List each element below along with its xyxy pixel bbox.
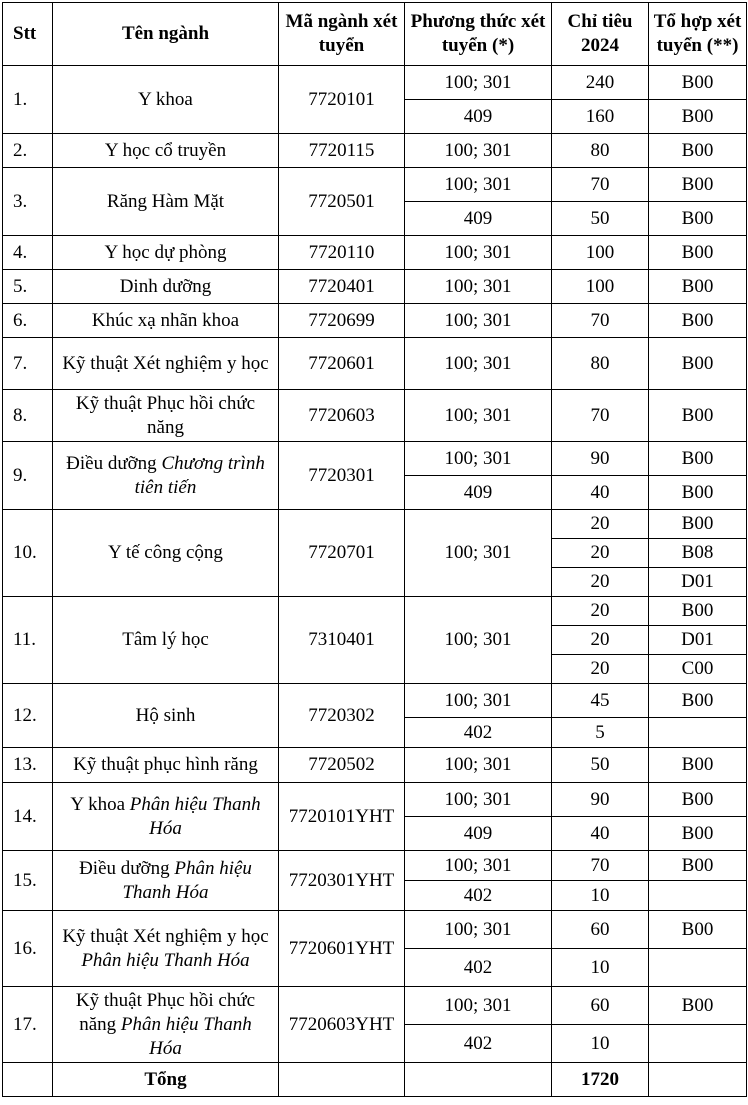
- table-row: [3, 168, 747, 202]
- row-name-italic: Phân hiệu Thanh Hóa: [122, 857, 252, 903]
- row-combo: D01: [649, 568, 747, 597]
- row-name-text: Y khoa: [70, 793, 126, 815]
- row-name-text: Kỹ thuật Phục hồi chức năng: [75, 392, 256, 438]
- table-row: [3, 510, 747, 539]
- row-combo: B00: [649, 851, 747, 881]
- row-stt: 12.: [3, 684, 53, 748]
- row-method: 100; 301: [405, 134, 552, 168]
- row-name-italic: Phân hiệu Thanh Hóa: [120, 1013, 252, 1059]
- row-quota: 10: [552, 881, 649, 911]
- row-code: 7720601YHT: [279, 911, 405, 987]
- row-method: 100; 301: [405, 851, 552, 881]
- row-method: 409: [405, 817, 552, 851]
- table-row: [3, 134, 747, 168]
- header-method: Phương thức xét tuyển (*): [405, 3, 552, 66]
- row-quota: 100: [552, 270, 649, 304]
- row-quota: 20: [552, 510, 649, 539]
- row-code: 7720601: [279, 338, 405, 390]
- row-name-text: Kỹ thuật Xét nghiệm y học: [62, 352, 269, 374]
- row-method: 409: [405, 476, 552, 510]
- row-code: 7720101YHT: [279, 783, 405, 851]
- total-quota: 1720: [552, 1063, 649, 1097]
- row-quota: 160: [552, 100, 649, 134]
- row-quota: 60: [552, 911, 649, 949]
- table-row: [3, 390, 747, 442]
- row-name-text: Kỹ thuật phục hình răng: [73, 754, 258, 775]
- row-name-text: Hộ sinh: [135, 704, 196, 726]
- row-quota: 45: [552, 684, 649, 718]
- table-row: [3, 304, 747, 338]
- row-name-text: Y học dự phòng: [104, 241, 227, 263]
- table-row: [3, 911, 747, 949]
- row-quota: 20: [552, 626, 649, 655]
- row-name-italic: Phân hiệu Thanh Hóa: [129, 793, 261, 839]
- row-quota: 20: [552, 568, 649, 597]
- row-method: 402: [405, 949, 552, 987]
- table-row: [3, 597, 747, 626]
- row-name: [53, 304, 279, 338]
- row-combo: B00: [649, 476, 747, 510]
- row-name: [53, 748, 279, 783]
- row-quota: 90: [552, 442, 649, 476]
- row-quota: 50: [552, 748, 649, 783]
- row-combo: B00: [649, 748, 747, 783]
- row-name: [53, 270, 279, 304]
- row-name: [53, 783, 279, 851]
- row-method: 100; 301: [405, 66, 552, 100]
- row-quota: 80: [552, 338, 649, 390]
- row-combo: B00: [649, 134, 747, 168]
- total-stt-empty: [3, 1063, 53, 1097]
- row-method: 100; 301: [405, 783, 552, 817]
- row-combo: [649, 718, 747, 748]
- row-quota: 60: [552, 987, 649, 1025]
- row-combo: B00: [649, 442, 747, 476]
- row-stt: 6.: [3, 304, 53, 338]
- table-row: [3, 338, 747, 390]
- row-stt: 3.: [3, 168, 53, 236]
- row-combo: B00: [649, 987, 747, 1025]
- row-code: 7720603: [279, 390, 405, 442]
- row-combo: B00: [649, 202, 747, 236]
- row-method: 100; 301: [405, 236, 552, 270]
- row-method: 100; 301: [405, 597, 552, 684]
- row-quota: 70: [552, 304, 649, 338]
- row-quota: 5: [552, 718, 649, 748]
- row-method: 100; 301: [405, 168, 552, 202]
- total-combo-empty: [649, 1063, 747, 1097]
- row-method: 100; 301: [405, 442, 552, 476]
- row-stt: 15.: [3, 851, 53, 911]
- row-quota: 40: [552, 476, 649, 510]
- table-row: [3, 270, 747, 304]
- row-code: 7720501: [279, 168, 405, 236]
- row-combo: B00: [649, 390, 747, 442]
- total-method-empty: [405, 1063, 552, 1097]
- row-method: 402: [405, 718, 552, 748]
- row-name-text: Tâm lý học: [122, 629, 209, 650]
- row-combo: B00: [649, 338, 747, 390]
- row-code: 7720603YHT: [279, 987, 405, 1063]
- row-name-text: Y khoa: [138, 88, 193, 110]
- row-stt: 5.: [3, 270, 53, 304]
- row-combo: B00: [649, 270, 747, 304]
- row-stt: 10.: [3, 510, 53, 597]
- row-method: 409: [405, 100, 552, 134]
- row-combo: C00: [649, 655, 747, 684]
- row-code: 7720115: [279, 134, 405, 168]
- row-code: 7720502: [279, 748, 405, 783]
- row-combo: D01: [649, 626, 747, 655]
- row-quota: 40: [552, 817, 649, 851]
- row-method: 100; 301: [405, 338, 552, 390]
- header-quota: Chỉ tiêu 2024: [552, 3, 649, 66]
- row-name-text: Y học cổ truyền: [104, 139, 227, 161]
- row-combo: [649, 881, 747, 911]
- row-name-text: Điều dưỡng: [66, 452, 157, 474]
- row-stt: 9.: [3, 442, 53, 510]
- row-name: [53, 851, 279, 911]
- row-name: [53, 911, 279, 987]
- row-quota: 80: [552, 134, 649, 168]
- table-row: [3, 851, 747, 881]
- row-stt: 16.: [3, 911, 53, 987]
- row-code: 7720301YHT: [279, 851, 405, 911]
- row-name-text: Kỹ thuật Xét nghiệm y học: [62, 925, 269, 947]
- row-method: 100; 301: [405, 911, 552, 949]
- row-method: 100; 301: [405, 684, 552, 718]
- row-code: 7720301: [279, 442, 405, 510]
- row-stt: 1.: [3, 66, 53, 134]
- row-method: 100; 301: [405, 304, 552, 338]
- row-code: 7720699: [279, 304, 405, 338]
- row-code: 7720110: [279, 236, 405, 270]
- header-code: Mã ngành xét tuyển: [279, 3, 405, 66]
- row-quota: 90: [552, 783, 649, 817]
- row-combo: B08: [649, 539, 747, 568]
- row-combo: B00: [649, 783, 747, 817]
- row-name-text: Y tế công cộng: [108, 542, 223, 563]
- row-combo: B00: [649, 597, 747, 626]
- row-name: [53, 236, 279, 270]
- row-combo: B00: [649, 817, 747, 851]
- row-combo: [649, 949, 747, 987]
- row-name: [53, 597, 279, 684]
- row-name: [53, 168, 279, 236]
- table-row: [3, 66, 747, 100]
- row-name: [53, 390, 279, 442]
- row-name: [53, 510, 279, 597]
- row-combo: B00: [649, 236, 747, 270]
- row-name: [53, 66, 279, 134]
- row-combo: [649, 1025, 747, 1063]
- row-quota: 70: [552, 390, 649, 442]
- row-quota: 70: [552, 851, 649, 881]
- header-row: [3, 3, 747, 66]
- header-stt: Stt: [3, 3, 53, 66]
- row-name: [53, 684, 279, 748]
- row-name: [53, 442, 279, 510]
- table-row: [3, 442, 747, 476]
- row-method: 100; 301: [405, 987, 552, 1025]
- header-name: Tên ngành: [53, 3, 279, 66]
- row-name-text: Kỹ thuật Phục hồi chức năng: [75, 989, 256, 1035]
- row-stt: 2.: [3, 134, 53, 168]
- row-name-text: Khúc xạ nhãn khoa: [91, 309, 240, 331]
- row-name: [53, 338, 279, 390]
- row-quota: 240: [552, 66, 649, 100]
- row-method: 409: [405, 202, 552, 236]
- row-combo: B00: [649, 510, 747, 539]
- row-name-italic: Phân hiệu Thanh Hóa: [81, 949, 250, 971]
- row-name-text: Điều dưỡng: [79, 857, 170, 879]
- table-row: [3, 783, 747, 817]
- row-stt: 4.: [3, 236, 53, 270]
- table-row: [3, 748, 747, 783]
- row-stt: 13.: [3, 748, 53, 783]
- row-name-italic: Chương trình tiên tiến: [134, 452, 265, 498]
- row-stt: 8.: [3, 390, 53, 442]
- row-method: 402: [405, 881, 552, 911]
- row-quota: 20: [552, 597, 649, 626]
- header-combo: Tổ hợp xét tuyển (**): [649, 3, 747, 66]
- row-code: 7310401: [279, 597, 405, 684]
- row-method: 100; 301: [405, 510, 552, 597]
- row-combo: B00: [649, 911, 747, 949]
- total-code-empty: [279, 1063, 405, 1097]
- table-row: [3, 987, 747, 1025]
- row-stt: 17.: [3, 987, 53, 1063]
- admission-quota-table: [2, 2, 747, 1097]
- row-code: 7720101: [279, 66, 405, 134]
- row-quota: 50: [552, 202, 649, 236]
- row-combo: B00: [649, 168, 747, 202]
- row-combo: B00: [649, 304, 747, 338]
- row-name: [53, 134, 279, 168]
- row-quota: 20: [552, 655, 649, 684]
- row-method: 100; 301: [405, 748, 552, 783]
- row-stt: 7.: [3, 338, 53, 390]
- row-combo: B00: [649, 66, 747, 100]
- row-code: 7720302: [279, 684, 405, 748]
- row-quota: 10: [552, 949, 649, 987]
- table-row: [3, 684, 747, 718]
- row-combo: B00: [649, 100, 747, 134]
- row-stt: 11.: [3, 597, 53, 684]
- row-method: 402: [405, 1025, 552, 1063]
- row-name-text: Dinh dưỡng: [119, 275, 212, 297]
- table-row: [3, 236, 747, 270]
- row-quota: 100: [552, 236, 649, 270]
- row-combo: B00: [649, 684, 747, 718]
- row-quota: 10: [552, 1025, 649, 1063]
- row-quota: 70: [552, 168, 649, 202]
- row-method: 100; 301: [405, 390, 552, 442]
- total-label: Tổng: [53, 1063, 279, 1097]
- row-code: 7720701: [279, 510, 405, 597]
- row-stt: 14.: [3, 783, 53, 851]
- row-quota: 20: [552, 539, 649, 568]
- row-method: 100; 301: [405, 270, 552, 304]
- row-name-text: Răng Hàm Mặt: [106, 190, 225, 212]
- total-row: [3, 1063, 747, 1097]
- row-code: 7720401: [279, 270, 405, 304]
- row-name: [53, 987, 279, 1063]
